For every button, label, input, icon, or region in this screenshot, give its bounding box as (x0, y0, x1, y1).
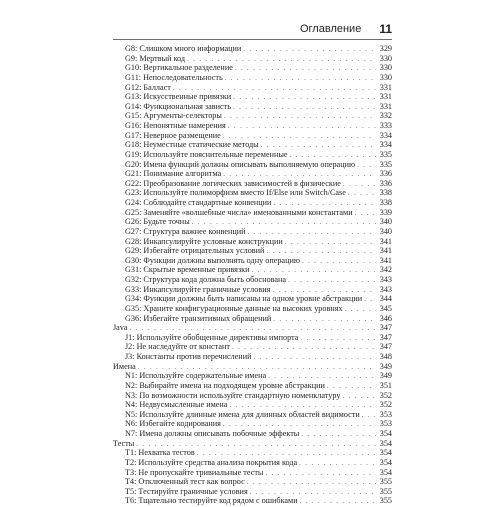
dot-leader (243, 45, 376, 55)
toc-entry-page: 354 (379, 448, 392, 458)
dot-leader (224, 112, 376, 122)
toc-entry-label: G13: Искусственные привязки (125, 92, 232, 102)
dot-leader (265, 469, 376, 479)
toc-entry[interactable] (113, 419, 392, 429)
toc-entry[interactable] (113, 468, 392, 478)
toc-entry-label: G31: Скрытые временные привязки (125, 265, 250, 275)
toc-entry-page: 354 (379, 429, 392, 438)
toc-entry-label: G10: Вертикальное разделение (125, 63, 233, 73)
toc-entry-page: 330 (379, 53, 392, 63)
toc-entry-page: 342 (379, 265, 392, 275)
toc-entry-label: G11: Непоследовательность (125, 72, 223, 82)
dot-leader (233, 103, 376, 113)
header-rule (113, 39, 392, 40)
toc-entry-label: G23: Используйте полиморфизм вместо If/Else или Switch/Case (125, 188, 346, 198)
toc-entry-page: 341 (379, 246, 392, 256)
toc-entry-label: G25: Заменяйте «волшебные числа» именованными константами (125, 207, 353, 217)
toc-entry-page: 355 (379, 486, 392, 496)
toc-entry-page: 348 (379, 352, 392, 361)
toc-entry-page: 347 (379, 332, 392, 342)
toc-entry[interactable] (113, 188, 392, 198)
toc-entry-page: 340 (379, 226, 392, 236)
dot-leader (273, 315, 376, 325)
dot-leader (357, 161, 376, 171)
toc-entry-label: G29: Избегайте отрицательных условий (125, 246, 265, 256)
toc-entry[interactable] (113, 140, 392, 150)
toc-entry-label: G8: Слишком много информации (125, 44, 242, 53)
toc-entry-page: 353 (379, 419, 392, 429)
dot-leader (232, 343, 376, 353)
toc-entry[interactable] (113, 111, 392, 121)
toc-entry-label: T4: Отключенный тест как вопрос (125, 477, 245, 487)
dot-leader (364, 295, 376, 305)
toc-entry-label: N1: Используйте содержательные имена (125, 371, 267, 381)
toc-entry[interactable] (113, 342, 392, 352)
toc-entry-page: 347 (379, 323, 392, 333)
toc-entry-page: 343 (379, 284, 392, 294)
toc-entry-label: J2: Не наследуйте от констант (125, 342, 230, 352)
toc-entry-label: N4: Недвусмысленные имена (125, 400, 228, 410)
toc-entry-label: G26: Будьте точны (125, 217, 190, 227)
dot-leader (362, 411, 376, 421)
toc-entry-label: G30: Функции должны выполнять одну операцию (125, 255, 300, 265)
toc-entry[interactable] (113, 179, 392, 189)
toc-entry-label: G34: Функции должны быть написаны на одном уровне абстракции (125, 294, 363, 304)
toc-entry[interactable] (113, 265, 392, 275)
toc-entry[interactable] (113, 381, 392, 391)
toc-entry-page: 355 (379, 477, 392, 487)
dot-leader (253, 353, 376, 363)
toc-entry-label: T6: Тщательно тестируйте код рядом с ошибками (125, 496, 298, 506)
dot-leader (343, 180, 376, 190)
toc-entry-label: G32: Структура кода должна быть обоснована (125, 275, 287, 284)
dot-leader (233, 93, 376, 103)
toc-entry-label: G21: Понимание алгоритма (125, 169, 222, 179)
toc-entry-label: N6: Избегайте кодирования (125, 419, 221, 429)
toc-entry-label: G12: Балласт (125, 82, 171, 92)
toc-section[interactable] (113, 323, 392, 333)
toc-entry[interactable] (113, 169, 392, 179)
toc-entry-page: 335 (379, 159, 392, 169)
toc-entry-page: 349 (379, 361, 392, 371)
toc-entry-label: Имена (113, 361, 136, 371)
toc-entry-page: 331 (379, 92, 392, 102)
toc-entry-label: Тесты (113, 438, 135, 448)
toc-entry[interactable] (113, 208, 392, 218)
toc-entry[interactable] (113, 496, 392, 506)
toc-entry-page: 335 (379, 149, 392, 159)
toc-entry-page: 334 (379, 140, 392, 150)
toc-entry-page: 330 (379, 72, 392, 82)
toc-entry[interactable] (113, 285, 392, 295)
toc-entry-page: 344 (379, 294, 392, 304)
toc-entry-page: 341 (379, 255, 392, 265)
toc-entry[interactable] (113, 150, 392, 160)
toc-entry-page: 354 (379, 467, 392, 477)
toc-entry[interactable] (113, 429, 392, 439)
toc-entry[interactable] (113, 160, 392, 170)
toc-entry[interactable] (113, 448, 392, 458)
dot-leader (301, 430, 376, 440)
dot-leader (288, 276, 376, 286)
page-number: 11 (379, 22, 392, 36)
toc-entry-label: G18: Неуместные статические методы (125, 140, 259, 150)
toc-entry-page: 331 (379, 101, 392, 111)
toc-entry-label: G36: Избегайте транзитивных обращений (125, 313, 272, 323)
dot-leader (299, 459, 376, 469)
toc-entry-label: G28: Инкапсулируйте условные конструкции (125, 236, 283, 246)
toc-entry-page: 346 (379, 313, 392, 323)
toc-entry-page: 331 (379, 82, 392, 92)
toc-entry-label: N5: Используйте длинные имена для длинных областей видимости (125, 409, 360, 419)
toc-entry[interactable] (113, 121, 392, 131)
toc-entry-label: G9: Мертвый код (125, 53, 186, 63)
toc-entry[interactable] (113, 92, 392, 102)
toc-entry-label: G17: Неверное размещение (125, 130, 221, 140)
header-title: Оглавление (299, 23, 362, 35)
toc-entry[interactable] (113, 400, 392, 410)
table-of-contents (113, 44, 392, 506)
toc-entry[interactable] (113, 477, 392, 487)
toc-entry[interactable] (113, 391, 392, 401)
toc-entry-page: 333 (379, 121, 392, 130)
toc-entry-page: 352 (379, 400, 392, 410)
toc-entry[interactable] (113, 44, 392, 54)
toc-entry[interactable] (113, 217, 392, 227)
dot-leader (228, 122, 376, 132)
toc-entry-label: G22: Преобразование логических зависимостей в физические (125, 178, 341, 188)
toc-entry[interactable] (113, 131, 392, 141)
dot-leader (285, 238, 376, 248)
dot-leader (302, 257, 376, 267)
toc-entry-label: G14: Функциональная зависть (125, 101, 231, 111)
toc-entry[interactable] (113, 333, 392, 343)
toc-entry-page: 347 (379, 342, 392, 352)
toc-entry-label: T1: Нехватка тестов (125, 448, 195, 458)
toc-entry[interactable] (113, 352, 392, 362)
toc-entry[interactable] (113, 102, 392, 112)
toc-entry-page: 338 (379, 198, 392, 207)
dot-leader (300, 334, 376, 344)
toc-entry[interactable] (113, 83, 392, 93)
toc-entry-page: 340 (379, 217, 392, 227)
toc-entry-page: 343 (379, 275, 392, 284)
toc-entry-page: 334 (379, 130, 392, 140)
toc-entry[interactable] (113, 256, 392, 266)
toc-entry-page: 354 (379, 457, 392, 467)
dot-leader (355, 209, 376, 219)
toc-entry-page: 338 (379, 188, 392, 198)
toc-entry-page: 349 (379, 371, 392, 381)
toc-entry-label: G19: Используйте пояснительные переменные (125, 149, 288, 159)
dot-leader (300, 497, 376, 507)
toc-entry-label: N7: Имена должны описывать побочные эффекты (125, 429, 300, 438)
toc-entry-page: 345 (379, 303, 392, 313)
toc-entry-page: 351 (379, 380, 392, 390)
toc-entry[interactable] (113, 487, 392, 497)
toc-entry-page: 354 (379, 438, 392, 448)
dot-leader (225, 74, 376, 84)
toc-entry-page: 336 (379, 169, 392, 179)
toc-entry-label: J1: Используйте обобщенные директивы импорта (125, 332, 299, 342)
toc-entry-page: 336 (379, 178, 392, 188)
toc-entry-page: 353 (379, 409, 392, 419)
toc-entry-page: 341 (379, 236, 392, 246)
toc-entry-page: 330 (379, 63, 392, 73)
toc-entry-label: G24: Соблюдайте стандартные конвенции (125, 198, 272, 207)
dot-leader (247, 478, 376, 488)
toc-entry-label: Java (113, 323, 128, 333)
toc-entry-label: G33: Инкапсулируйте граничные условия (125, 284, 271, 294)
dot-leader (348, 189, 376, 199)
toc-entry[interactable] (113, 237, 392, 247)
toc-entry-page: 329 (379, 44, 392, 53)
toc-entry-label: T5: Тестируйте граничные условия (125, 486, 248, 496)
dot-leader (345, 305, 376, 315)
toc-section[interactable] (113, 362, 392, 372)
toc-entry-page: 355 (379, 496, 392, 506)
running-header (0, 18, 392, 40)
toc-entry-page: 339 (379, 207, 392, 217)
toc-entry-label: G16: Непонятные намерения (125, 121, 226, 130)
toc-entry-label: N3: По возможности используйте стандартную номенклатуру (125, 390, 341, 400)
toc-entry-label: J3: Константы против перечислений (125, 352, 252, 361)
toc-entry-label: N2: Выбирайте имена на подходящем уровне абстракции (125, 380, 325, 390)
toc-entry[interactable] (113, 314, 392, 324)
toc-entry[interactable] (113, 227, 392, 237)
toc-entry-label: G27: Структура важнее конвенций (125, 226, 246, 236)
toc-entry[interactable] (113, 73, 392, 83)
toc-entry[interactable] (113, 458, 392, 468)
toc-entry-page: 352 (379, 390, 392, 400)
toc-entry[interactable] (113, 304, 392, 314)
toc-entry[interactable] (113, 246, 392, 256)
toc-entry-label: G20: Имена функций должны описывать выполняемую операцию (125, 159, 356, 169)
toc-entry-label: T2: Используйте средства анализа покрытия кода (125, 457, 298, 467)
toc-entry[interactable] (113, 54, 392, 64)
toc-entry[interactable] (113, 410, 392, 420)
toc-entry-label: G35: Храните конфигурационные данные на высоких уровнях (125, 303, 343, 313)
toc-entry-label: T3: Не пропускайте тривиальные тесты (125, 467, 264, 477)
dot-leader (342, 392, 376, 402)
toc-entry-page: 332 (379, 111, 392, 121)
dot-leader (235, 64, 376, 74)
toc-entry[interactable] (113, 63, 392, 73)
toc-entry[interactable] (113, 371, 392, 381)
toc-entry[interactable] (113, 294, 392, 304)
toc-entry[interactable] (113, 275, 392, 285)
toc-entry-label: G15: Аргументы-селекторы (125, 111, 222, 121)
toc-section[interactable] (113, 439, 392, 449)
toc-entry[interactable] (113, 198, 392, 208)
